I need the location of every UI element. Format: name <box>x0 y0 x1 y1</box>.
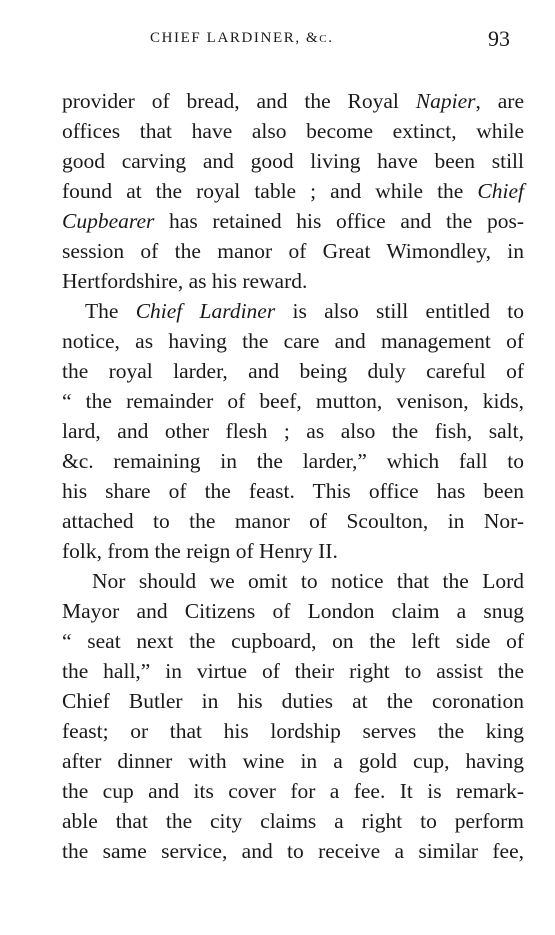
italic-text: Cupbearer <box>62 209 155 233</box>
text-line: the cup and its cover for a fee. It is remark- <box>62 779 524 803</box>
text-line: found at the royal table ; and while the Chief <box>62 179 524 203</box>
text-line: Chief Butler in his duties at the coronation <box>62 689 524 713</box>
text-line: “ seat next the cupboard, on the left side of <box>62 629 524 653</box>
text-line: “ the remainder of beef, mutton, venison, kids, <box>62 389 524 413</box>
italic-text: Napier <box>415 89 476 113</box>
text-line: Cupbearer has retained his office and the pos- <box>62 209 524 233</box>
text-line: The Chief Lardiner is also still entitled to <box>85 299 524 323</box>
text-line: feast; or that his lordship serves the king <box>62 719 524 743</box>
text-line: able that the city claims a right to perform <box>62 809 524 833</box>
italic-text: Chief Lardiner <box>135 299 276 323</box>
text-line: Hertfordshire, as his reward. <box>62 269 308 293</box>
text-line: the same service, and to receive a similar fee, <box>62 839 524 863</box>
italic-text: Chief <box>477 179 524 203</box>
body-text <box>62 86 524 866</box>
text-line: &c. remaining in the larder,” which fall to <box>62 449 524 473</box>
text-line: session of the manor of Great Wimondley, in <box>62 239 524 263</box>
text-line: attached to the manor of Scoulton, in Nor- <box>62 509 524 533</box>
text-line: Mayor and Citizens of London claim a snug <box>62 599 524 623</box>
text-line: provider of bread, and the Royal Napier, are <box>62 89 525 113</box>
page-number: 93 <box>488 26 510 51</box>
text-line: good carving and good living have been still <box>62 149 524 173</box>
text-line: folk, from the reign of Henry II. <box>62 539 338 563</box>
text-line: the hall,” in virtue of their right to assist the <box>62 659 524 683</box>
text-line: his share of the feast. This office has been <box>62 479 524 503</box>
text-line: notice, as having the care and management of <box>62 329 524 353</box>
text-line: lard, and other flesh ; as also the fish, salt, <box>62 419 524 443</box>
text-line: Nor should we omit to notice that the Lord <box>92 569 524 593</box>
text-line: the royal larder, and being duly careful of <box>62 359 524 383</box>
text-line: after dinner with wine in a gold cup, having <box>62 749 524 773</box>
text-line: offices that have also become extinct, while <box>62 119 524 143</box>
running-head: CHIEF LARDINER, &c. <box>150 30 334 46</box>
